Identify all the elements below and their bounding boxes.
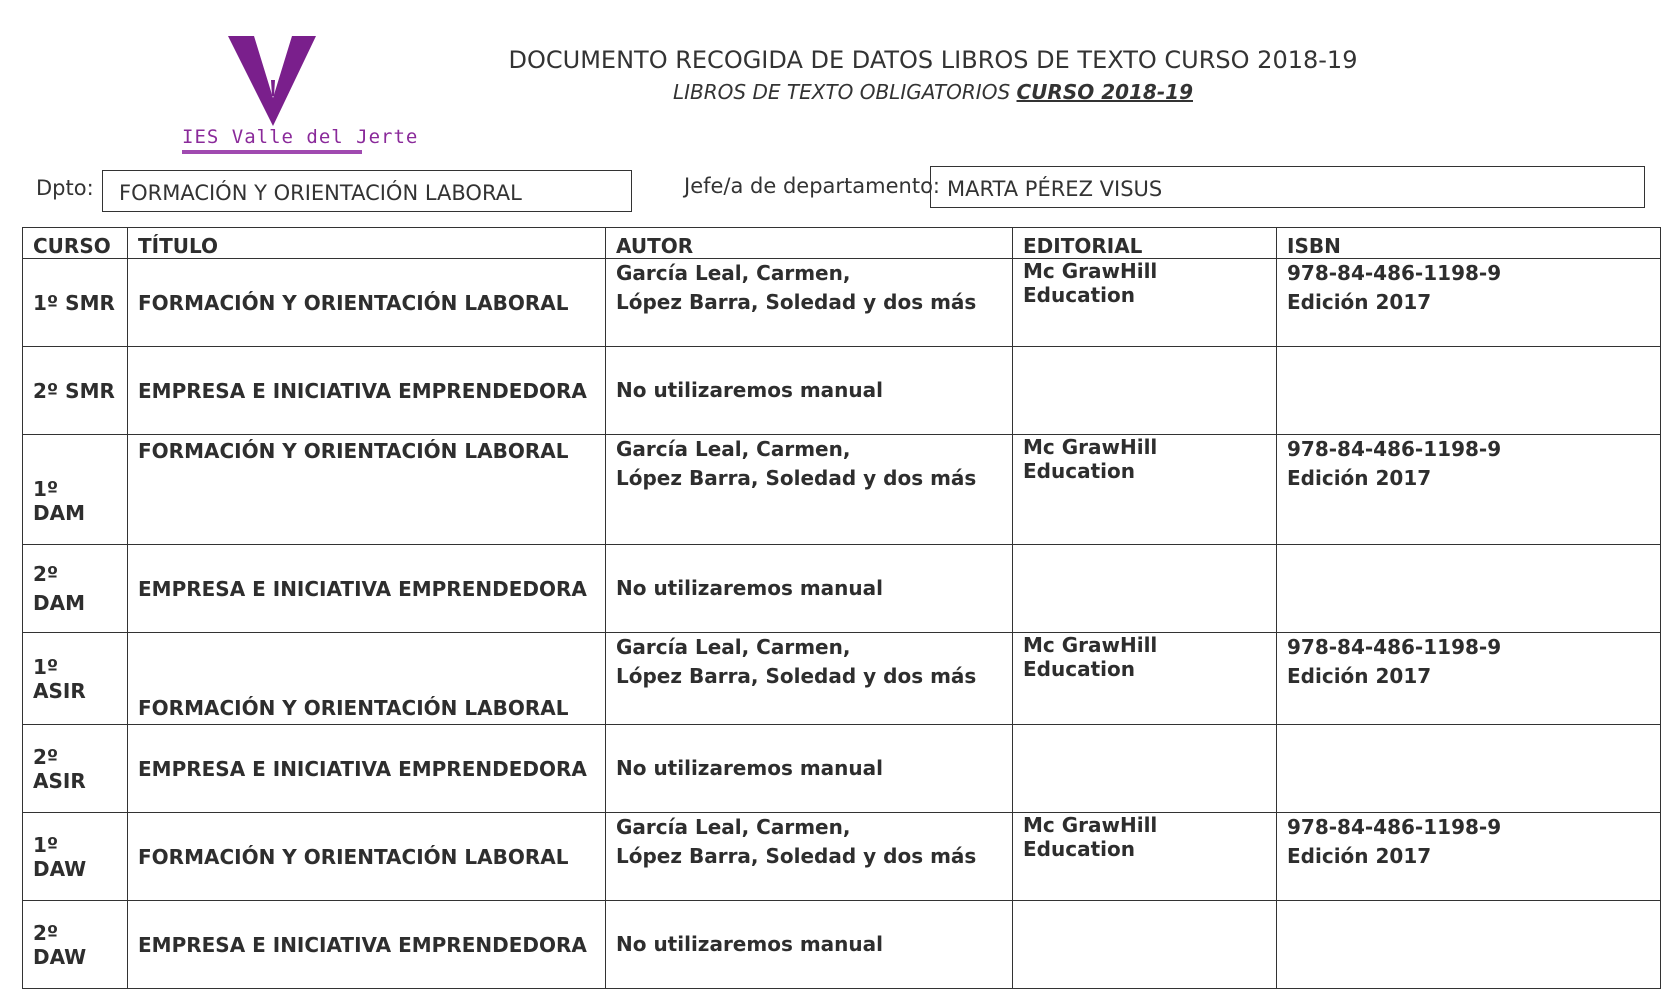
cell-editorial	[1013, 545, 1277, 633]
cell-titulo: EMPRESA E INICIATIVA EMPRENDEDORA	[128, 545, 606, 633]
column-header-autor: AUTOR	[606, 228, 1013, 259]
cell-curso: 1º DAM	[23, 435, 128, 545]
cell-titulo: EMPRESA E INICIATIVA EMPRENDEDORA	[128, 347, 606, 435]
subtitle-prefix: LIBROS DE TEXTO OBLIGATORIOS	[673, 80, 1017, 104]
cell-isbn	[1277, 901, 1661, 989]
column-header-editorial: EDITORIAL	[1013, 228, 1277, 259]
jefe-label: Jefe/a de departamento:	[684, 174, 940, 198]
cell-autor	[606, 901, 1013, 989]
cell-titulo: FORMACIÓN Y ORIENTACIÓN LABORAL	[128, 435, 606, 545]
cell-curso: 2º DAM	[23, 545, 128, 633]
logo-underline	[182, 150, 362, 154]
cell-autor	[606, 435, 1013, 545]
cell-curso: 1º ASIR	[23, 633, 128, 725]
table-row	[23, 901, 1661, 989]
cell-curso: 1º SMR	[23, 259, 128, 347]
edition-line: Edición 2017	[1287, 466, 1432, 490]
cell-autor	[606, 347, 1013, 435]
isbn-line: 978-84-486-1198-9	[1287, 815, 1502, 839]
dpto-field: FORMACIÓN Y ORIENTACIÓN LABORAL	[102, 170, 632, 212]
cell-curso: 2º SMR	[23, 347, 128, 435]
cell-titulo: FORMACIÓN Y ORIENTACIÓN LABORAL	[128, 813, 606, 901]
subtitle-emphasis: CURSO 2018-19	[1016, 80, 1193, 104]
cell-autor	[606, 725, 1013, 813]
autor-line: López Barra, Soledad y dos más	[616, 290, 977, 314]
cell-editorial: Mc GrawHill Education	[1013, 813, 1277, 901]
cell-titulo: FORMACIÓN Y ORIENTACIÓN LABORAL	[128, 259, 606, 347]
dpto-label: Dpto:	[36, 176, 94, 200]
table-row	[23, 813, 1661, 901]
isbn-line: 978-84-486-1198-9	[1287, 261, 1502, 285]
edition-line: Edición 2017	[1287, 290, 1432, 314]
cell-autor	[606, 633, 1013, 725]
table-header-row	[23, 228, 1661, 259]
isbn-line: 978-84-486-1198-9	[1287, 437, 1502, 461]
cell-editorial	[1013, 725, 1277, 813]
cell-titulo: FORMACIÓN Y ORIENTACIÓN LABORAL	[128, 633, 606, 725]
document-subtitle	[0, 80, 1676, 104]
autor-line: López Barra, Soledad y dos más	[616, 844, 977, 868]
cell-autor	[606, 813, 1013, 901]
cell-isbn	[1277, 545, 1661, 633]
autor-line: García Leal, Carmen,	[616, 437, 851, 461]
cell-titulo: EMPRESA E INICIATIVA EMPRENDEDORA	[128, 901, 606, 989]
jefe-field: MARTA PÉREZ VISUS	[930, 166, 1645, 208]
cell-isbn	[1277, 813, 1661, 901]
cell-curso: 2º DAW	[23, 901, 128, 989]
autor-line: García Leal, Carmen,	[616, 635, 851, 659]
table-row	[23, 545, 1661, 633]
cell-autor	[606, 259, 1013, 347]
autor-line: López Barra, Soledad y dos más	[616, 466, 977, 490]
autor-line: García Leal, Carmen,	[616, 815, 851, 839]
column-header-curso: CURSO	[23, 228, 128, 259]
autor-line: García Leal, Carmen,	[616, 261, 851, 285]
autor-line: No utilizaremos manual	[616, 756, 883, 780]
textbooks-table	[22, 227, 1661, 989]
logo-text: IES Valle del Jerte	[182, 126, 419, 148]
autor-line: No utilizaremos manual	[616, 932, 883, 956]
cell-editorial: Mc GrawHill Education	[1013, 259, 1277, 347]
cell-isbn	[1277, 347, 1661, 435]
cell-autor	[606, 545, 1013, 633]
table-row	[23, 347, 1661, 435]
table-row	[23, 633, 1661, 725]
cell-editorial	[1013, 901, 1277, 989]
autor-line: No utilizaremos manual	[616, 576, 883, 600]
autor-line: No utilizaremos manual	[616, 378, 883, 402]
isbn-line: 978-84-486-1198-9	[1287, 635, 1502, 659]
edition-line: Edición 2017	[1287, 844, 1432, 868]
cell-isbn	[1277, 633, 1661, 725]
cell-editorial: Mc GrawHill Education	[1013, 435, 1277, 545]
cell-editorial: Mc GrawHill Education	[1013, 633, 1277, 725]
table-row	[23, 435, 1661, 545]
cell-titulo: EMPRESA E INICIATIVA EMPRENDEDORA	[128, 725, 606, 813]
cell-curso: 1º DAW	[23, 813, 128, 901]
table-row	[23, 259, 1661, 347]
column-header-titulo: TÍTULO	[128, 228, 606, 259]
cell-isbn	[1277, 725, 1661, 813]
cell-curso: 2º ASIR	[23, 725, 128, 813]
edition-line: Edición 2017	[1287, 664, 1432, 688]
column-header-isbn: ISBN	[1277, 228, 1661, 259]
cell-isbn	[1277, 259, 1661, 347]
document-title: DOCUMENTO RECOGIDA DE DATOS LIBROS DE TEXTO CURSO 2018-19	[508, 46, 1358, 74]
cell-isbn	[1277, 435, 1661, 545]
cell-editorial	[1013, 347, 1277, 435]
table-row	[23, 725, 1661, 813]
autor-line: López Barra, Soledad y dos más	[616, 664, 977, 688]
